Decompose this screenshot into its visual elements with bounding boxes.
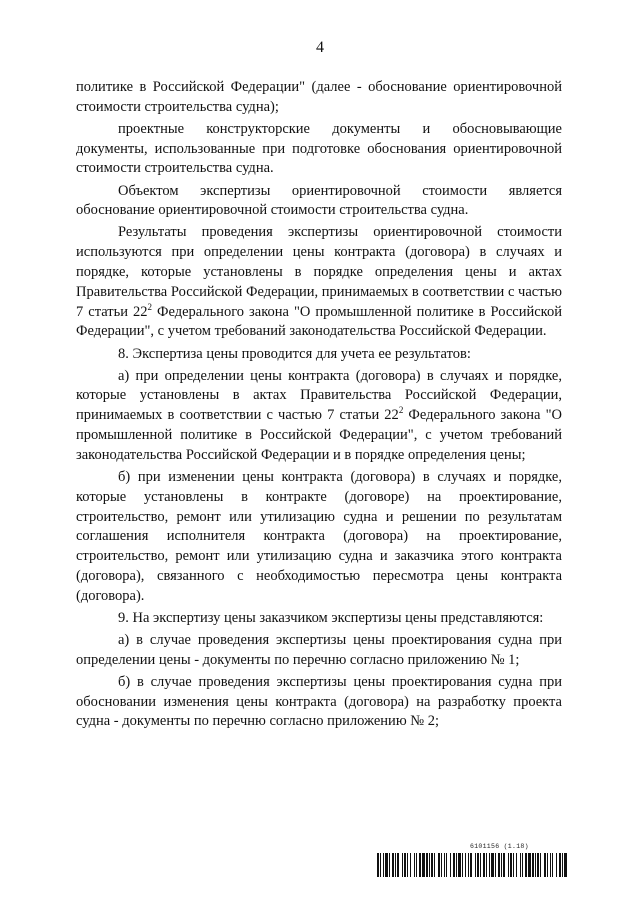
barcode-bar [486, 853, 487, 877]
paragraph-3: Объектом экспертизы ориентировочной стоимости является обоснование ориентировочной стоимости строительства судна. [76, 182, 562, 219]
barcode-bar [513, 853, 514, 877]
barcode-bar [550, 853, 551, 877]
barcode-bar [456, 853, 457, 877]
barcode-bar [528, 853, 531, 877]
barcode-bar [458, 853, 461, 877]
barcode-bar [559, 853, 561, 877]
paragraph-4: Результаты проведения экспертизы ориентировочной стоимости используются при определении цены контракта (договора) в случаях и порядке, которые установлены в порядке определения цены и актах Правительства Российской Федерации, принимаемых в соответствии с частью 7 статьи $22^2$ Федерального закона "О промышленной политике в Российской Федерации", с учетом требований законодательства Российской Федерации. [76, 224, 562, 340]
paragraph-10: б) в случае проведения экспертизы цены проектирования судна при обосновании изменения цены контракта (договора) на разработку проекта судна - документы по перечню согласно приложению № 2; [76, 673, 562, 730]
barcode-bar [468, 853, 469, 877]
barcode-bar [465, 853, 466, 877]
barcode-bar [483, 853, 485, 877]
barcode-bar [520, 853, 521, 877]
barcode-bar [510, 853, 512, 877]
barcode-bar [556, 853, 557, 877]
barcode-bar [470, 853, 472, 877]
barcode-bar [547, 853, 548, 877]
barcode-bar [480, 853, 481, 877]
barcode-bar [397, 853, 399, 877]
barcode-bar [395, 853, 396, 877]
barcode-bar [450, 853, 451, 877]
paragraph-9: а) в случае проведения экспертизы цены проектирования судна при определении цены - документы по перечню согласно приложению № 1; [76, 631, 562, 668]
barcode-bar [429, 853, 430, 877]
barcode-bar [516, 853, 517, 877]
barcode-bar [552, 853, 553, 877]
barcode-bar [453, 853, 455, 877]
barcode-bar [508, 853, 509, 877]
barcode-bar [498, 853, 500, 877]
page-number: 4 [316, 39, 324, 56]
paragraph-8: 9. На экспертизу цены заказчиком экспертизы цены представляются: [118, 609, 544, 626]
barcode-bar [438, 853, 440, 877]
barcode-bar [416, 853, 417, 877]
barcode-bar [477, 853, 479, 877]
barcode-bar [392, 853, 394, 877]
document-body [76, 78, 562, 734]
barcode-bar [422, 853, 425, 877]
barcode-label: 6101156 (1.18) [470, 843, 529, 850]
barcode-bar [389, 853, 390, 877]
paragraph-7: б) при изменении цены контракта (договора) в случаях и порядке, которые установлены в контракте (договоре) на проектирование, строительство, ремонт или утилизацию судна и решении по результатам соглашения исполнителя контракта (договора) на проектирование, строительство, ремонт или утилизацию судна и заказчика этого контракта (договора), связанного с необходимостью пересмотра цены контракта (договора). [76, 468, 562, 604]
barcode-bar [475, 853, 476, 877]
paragraph-5: 8. Экспертиза цены проводится для учета ее результатов: [118, 345, 471, 362]
barcode-bar [419, 853, 421, 877]
barcode-bar [441, 853, 442, 877]
barcode-bar [426, 853, 428, 877]
barcode-bar [385, 853, 388, 877]
paragraph-2: проектные конструкторские документы и обосновывающие документы, использованные при подготовке обоснования ориентировочной стоимости строительства судна. [76, 120, 562, 177]
barcode-bar [462, 853, 463, 877]
barcode-bar [495, 853, 496, 877]
barcode-bar [537, 853, 539, 877]
barcode-bar [544, 853, 546, 877]
barcode-bar [410, 853, 411, 877]
barcode-bar [501, 853, 502, 877]
barcode-bar [503, 853, 505, 877]
barcode-bar [525, 853, 527, 877]
barcode-bar [535, 853, 536, 877]
barcode-bar [383, 853, 384, 877]
barcode-bar [431, 853, 433, 877]
superscript: 2 [398, 405, 404, 416]
barcode-bar [540, 853, 541, 877]
paragraph-6: а) при определении цены контракта (договора) в случаях и порядке, которые установлены в актах Правительства Российской Федерации, принимаемых в соответствии с частью 7 статьи $22^2$ Федерального закона "О промышленной политике в Российской Федерации", с учетом требований законодательства Российской Федерации и в порядке определения цены; [76, 367, 562, 463]
barcode-bar [522, 853, 523, 877]
paragraph-1: политике в Российской Федерации" (далее - обоснование ориентировочной стоимости строительства судна); [76, 79, 562, 115]
barcode-bar [489, 853, 490, 877]
barcode-bar [380, 853, 381, 877]
barcode [377, 853, 567, 877]
barcode-bar [532, 853, 534, 877]
barcode-bar [444, 853, 445, 877]
barcode-bar [377, 853, 379, 877]
barcode-bar [446, 853, 447, 877]
barcode-bar [402, 853, 403, 877]
barcode-bar [407, 853, 408, 877]
barcode-bar [434, 853, 435, 877]
barcode-bar [404, 853, 406, 877]
superscript: 2 [147, 301, 152, 312]
barcode-bar [564, 853, 567, 877]
barcode-bar [491, 853, 494, 877]
barcode-bar [414, 853, 415, 877]
barcode-bar [562, 853, 563, 877]
